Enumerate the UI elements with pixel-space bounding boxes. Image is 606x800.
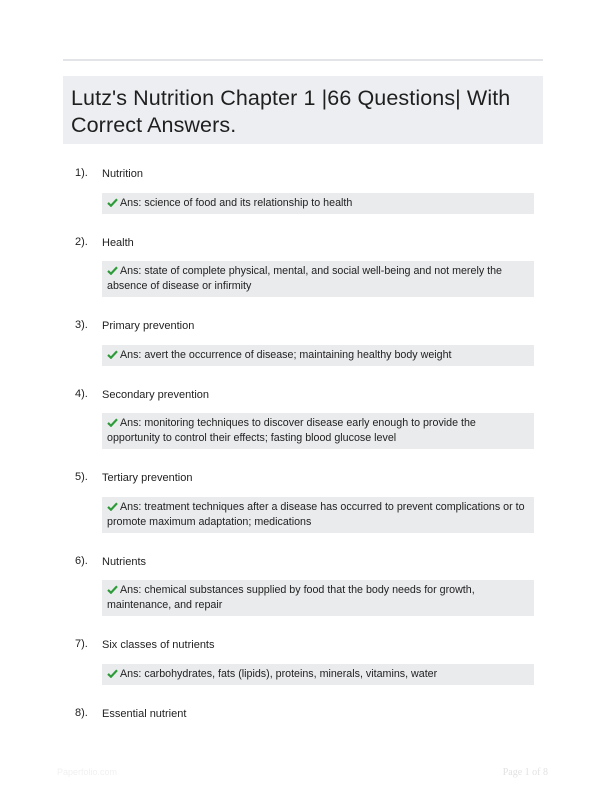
question-term: Nutrition bbox=[102, 168, 143, 180]
title-banner bbox=[63, 76, 543, 144]
question-number: 3). bbox=[75, 319, 88, 331]
answer-box bbox=[102, 580, 534, 616]
check-icon bbox=[107, 502, 118, 511]
check-icon bbox=[107, 585, 118, 594]
top-divider bbox=[63, 59, 543, 61]
check-icon bbox=[107, 418, 118, 427]
question-number: 6). bbox=[75, 555, 88, 567]
answer-text: Ans: monitoring techniques to discover disease early enough to provide the opportunity to control their effects; fasting blood glucose level bbox=[107, 417, 476, 444]
question-number: 4). bbox=[75, 388, 88, 400]
answer-box bbox=[102, 413, 534, 449]
question-term: Health bbox=[102, 237, 134, 249]
question-term: Tertiary prevention bbox=[102, 472, 193, 484]
answer-box bbox=[102, 345, 534, 366]
answer-text: Ans: avert the occurrence of disease; maintaining healthy body weight bbox=[120, 349, 452, 361]
answer-text: Ans: treatment techniques after a disease has occurred to prevent complications or to promote maximum adaptation; medications bbox=[107, 501, 525, 528]
page-title: Lutz's Nutrition Chapter 1 |66 Questions| With Correct Answers. bbox=[71, 86, 511, 137]
answer-text: Ans: carbohydrates, fats (lipids), proteins, minerals, vitamins, water bbox=[120, 668, 438, 680]
question-term: Secondary prevention bbox=[102, 389, 210, 401]
page-number: Page 1 of 8 bbox=[502, 767, 548, 778]
question-number: 8). bbox=[75, 707, 88, 719]
question-number: 5). bbox=[75, 471, 88, 483]
question-number: 7). bbox=[75, 638, 88, 650]
answer-box bbox=[102, 664, 534, 685]
answer-text: Ans: state of complete physical, mental, and social well-being and not merely the absence of disease or infirmity bbox=[107, 265, 502, 292]
question-term: Essential nutrient bbox=[102, 708, 187, 720]
footer-watermark: Paperfolio.com bbox=[57, 767, 118, 777]
check-icon bbox=[107, 350, 118, 359]
check-icon bbox=[107, 198, 118, 207]
question-term: Nutrients bbox=[102, 556, 147, 568]
question-number: 2). bbox=[75, 236, 88, 248]
question-term: Six classes of nutrients bbox=[102, 639, 215, 651]
check-icon bbox=[107, 669, 118, 678]
answer-text: Ans: science of food and its relationship to health bbox=[120, 197, 353, 209]
question-term: Primary prevention bbox=[102, 320, 195, 332]
answer-box bbox=[102, 193, 534, 214]
question-number: 1). bbox=[75, 167, 88, 179]
answer-box bbox=[102, 497, 534, 533]
answer-box bbox=[102, 261, 534, 297]
answer-text: Ans: chemical substances supplied by food that the body needs for growth, maintenance, and repair bbox=[107, 584, 475, 611]
check-icon bbox=[107, 266, 118, 275]
